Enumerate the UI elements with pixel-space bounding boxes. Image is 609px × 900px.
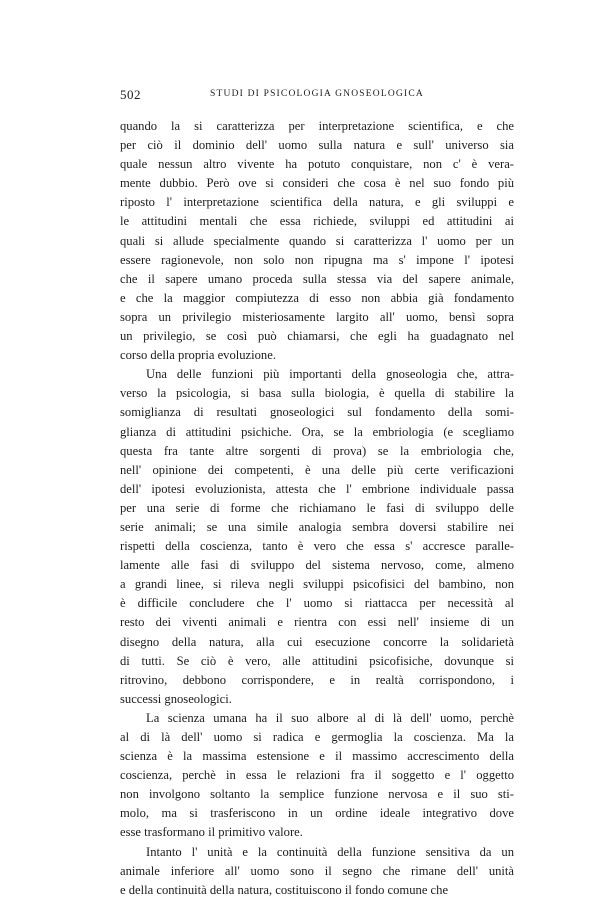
text-line: a grandi linee, si rileva negli sviluppi psicofisici del bambino, non [120,577,514,592]
text-line: glianza di attitudini psichiche. Ora, se la embriologia (e scegliamo [120,424,514,439]
text-line: corso della propria evoluzione. [120,348,276,363]
text-line: somiglianza di resultati gnoseologici sul fondamento della somi- [120,405,514,420]
text-line: sopra un privilegio misteriosamente largito all' uomo, bensì sopra [120,309,514,324]
page-header [120,87,514,105]
text-line: resto dei viventi animali e rientra con essi nell' insieme di un [120,615,514,630]
text-line: per una serie di forme che richiamano le fasi di sviluppo delle [120,500,514,515]
text-line: mente dubbio. Però ove si consideri che cosa è nel suo fondo più [120,176,514,191]
text-line: disegno della natura, alla cui esecuzione concorre la solidarietà [120,634,514,649]
text-line: Una delle funzioni più importanti della gnoseologia che, attra- [146,367,514,382]
text-line: molo, ma si trasferiscono in un ordine ideale integrativo dove [120,806,514,821]
text-line: quando la si caratterizza per interpretazione scientifica, e che [120,119,514,133]
text-line: e della continuità della natura, costituiscono il fondo comune che [120,882,449,897]
text-line: serie animali; se una simile analogia sembra doversi stabilire nei [120,519,514,534]
text-line: per ciò il dominio dell' uomo sulla natura e sull' universo sia [120,138,514,153]
text-line: che il sapere umano proceda sulla stessa via del sapere animale, [120,271,514,286]
text-line: quali si allude specialmente quando si caratterizza l' uomo per un [120,233,514,248]
text-line: quale nessun altro vivente ha potuto conquistare, non c' è vera- [120,157,514,172]
paragraph [120,117,514,365]
text-line: e che la maggior compiutezza di esso non abbia già fondamento [120,290,514,305]
text-line: lamente alle fasi di sviluppo del sistema nervoso, come, almeno [120,558,514,573]
text-line: di tutti. Se ciò è vero, alle attitudini psicofisiche, dovunque si [120,653,514,668]
text-line: rispetti della coscienza, tanto è vero che essa s' accresce paralle- [120,539,514,554]
text-line: verso la psicologia, si basa sulla biologia, è quella di stabilire la [120,386,514,401]
text-line: essere ragionevole, non solo non ripugna ma s' impone l' ipotesi [120,252,514,267]
text-line: ritrovino, debbono corrispondere, e in realtà corrispondono, i [120,672,514,687]
body-text [120,117,514,900]
text-line: riposto l' interpretazione scientifica della natura, e gli sviluppi e [120,195,514,210]
text-line: dell' ipotesi evoluzionista, attesta che l' embrione individuale passa [120,481,514,496]
paragraph [120,843,514,900]
text-line: scienza è la massima estensione e il massimo accrescimento della [120,749,514,764]
text-line: esse trasformano il primitivo valore. [120,825,303,840]
paragraph [120,365,514,709]
text-line: questa fra tante altre sorgenti di prova) se la embriologia che, [120,443,514,458]
text-line: le attitudini mentali che essa richiede, sviluppi ed attitudini ai [120,214,514,229]
text-line: Intanto l' unità e la continuità della funzione sensitiva da un [146,844,514,859]
text-line: La scienza umana ha il suo albore al di là dell' uomo, perchè [146,710,514,725]
text-line: al di là dell' uomo si radica e germoglia la coscienza. Ma la [120,730,514,744]
text-line: animale inferiore all' uomo sono il segno che rimane dell' unità [120,863,514,878]
paragraph [120,709,514,843]
page-number: 502 [120,87,141,102]
text-line: non involgono soltanto la semplice funzione nervosa e il suo sti- [120,787,514,802]
text-line: è difficile concludere che l' uomo si riattacca per necessità al [120,596,514,611]
text-line: coscienza, perchè in essa le relazioni fra il soggetto e l' oggetto [120,768,514,783]
text-line: nell' opinione dei competenti, è una delle più certe verificazioni [120,462,514,477]
text-line: un privilegio, se così può chiamarsi, che egli ha guadagnato nel [120,329,514,344]
text-line: successi gnoseologici. [120,691,232,706]
running-title: STUDI DI PSICOLOGIA GNOSEOLOGICA [210,89,424,99]
